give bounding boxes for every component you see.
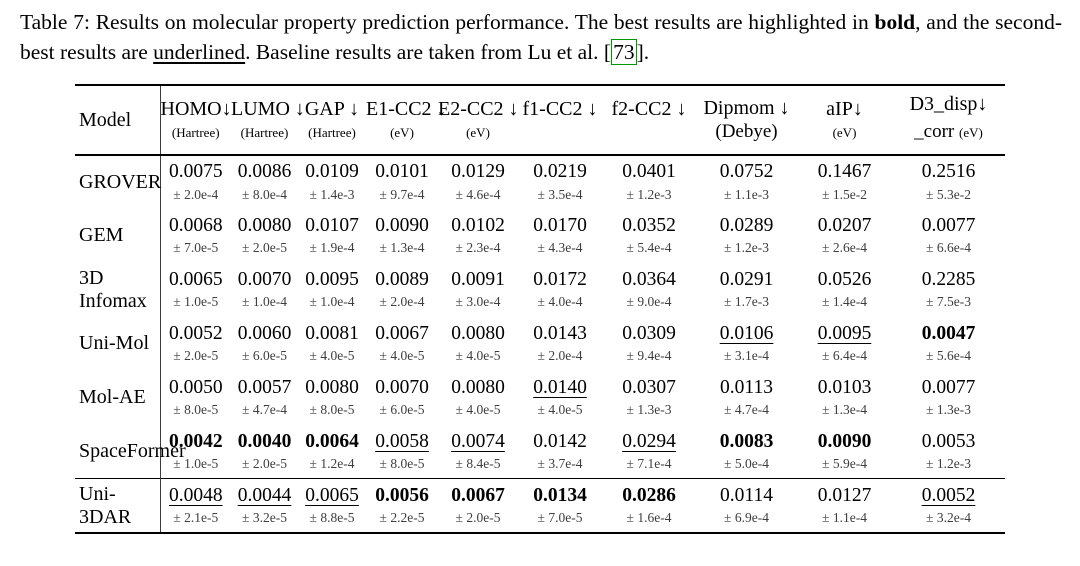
metric-std: ± 5.0e-4 [724,455,769,471]
caption-text-segment: , and the second-best results are [20,10,1062,64]
data-cell-aip [797,371,892,425]
data-cell-dipmom [696,425,797,479]
metric-std: ± 8.8e-5 [309,509,355,525]
column-unit [518,123,602,150]
data-cell-e1-cc2 [366,209,438,263]
metric-std: ± 2.1e-5 [173,509,219,525]
metric-value: 0.0044 [237,484,292,506]
data-cell-d3-disp-corr [892,425,1005,479]
metric-value: 0.0052 [921,484,976,506]
metric-value: 0.0095 [817,322,872,344]
metric-std: ± 1.7e-3 [724,294,769,310]
column-header-model: Model [79,108,132,131]
metric-std: ± 4.7e-4 [242,402,287,418]
metric-std: ± 4.0e-5 [537,402,583,418]
column-header-gap [298,85,366,155]
data-cell-e2-cc2 [438,263,518,317]
data-cell-e2-cc2 [438,155,518,209]
data-cell-homo [160,155,231,209]
metric-std: ± 1.3e-4 [822,402,867,418]
metric-value: 0.0364 [622,268,676,290]
data-cell-gap [298,209,366,263]
column-label: Dipmom ↓ [703,97,790,120]
metric-std: ± 2.2e-5 [379,509,425,525]
column-unit [602,123,696,150]
data-cell-homo [160,263,231,317]
metric-value: 0.0058 [375,430,429,452]
metric-value: 0.0140 [533,376,587,398]
caption-text-segment: ]. [636,39,650,64]
model-name: GEM [79,224,124,247]
metric-std: ± 2.0e-4 [537,348,583,364]
data-cell-e2-cc2 [438,425,518,479]
data-cell-aip [797,155,892,209]
data-cell-gap [298,425,366,479]
data-cell-aip [797,479,892,533]
data-cell-gap [298,155,366,209]
column-header-e1-cc2 [366,85,447,155]
column-unit: (eV) [832,124,857,140]
metric-std: ± 2.0e-5 [455,509,501,525]
metric-std: ± 4.0e-5 [455,402,501,418]
data-cell-aip [797,209,892,263]
data-cell-f2-cc2 [602,425,696,479]
metric-std: ± 1.5e-2 [822,186,867,202]
column-unit: (Hartree) [171,124,220,140]
data-cell-gap [298,479,366,533]
column-unit: (Debye) [715,121,778,143]
metric-value: 0.0040 [237,430,292,452]
column-header-f2-cc2 [602,85,696,155]
metric-std: ± 8.0e-5 [379,455,425,471]
metric-value: 0.0080 [451,322,505,344]
data-cell-aip [797,425,892,479]
results-table [75,84,1005,534]
metric-std: ± 1.3e-3 [626,402,672,418]
data-cell-e2-cc2 [438,371,518,425]
citation-link[interactable]: 73 [613,39,635,64]
metric-std: ± 1.1e-4 [822,509,867,525]
metric-std: ± 1.2e-3 [724,240,769,256]
metric-value: 0.0172 [533,268,587,290]
metric-std: ± 1.2e-4 [309,455,355,471]
model-name: GROVER [79,170,162,193]
metric-value: 0.0067 [375,322,429,344]
data-cell-e2-cc2 [438,209,518,263]
metric-std: ± 8.4e-5 [455,455,501,471]
metric-std: ± 6.0e-5 [379,402,425,418]
metric-value: 0.0042 [168,430,223,452]
metric-value: 0.0143 [533,322,587,344]
metric-std: ± 1.6e-4 [626,509,672,525]
metric-value: 0.0307 [622,376,676,398]
metric-std: ± 7.5e-3 [926,294,971,310]
metric-value: 0.0065 [168,268,223,290]
metric-value: 0.0107 [305,214,359,236]
metric-value: 0.0074 [451,430,505,452]
metric-value: 0.0081 [305,322,359,344]
metric-value: 0.0142 [533,430,587,452]
table-caption [20,8,1062,67]
data-cell-f1-cc2 [518,317,602,371]
data-cell-d3-disp-corr [892,209,1005,263]
column-label: HOMO↓ [160,97,232,120]
metric-value: 0.0129 [451,161,505,183]
metric-std: ± 1.9e-4 [309,240,355,256]
metric-value: 0.0089 [375,268,429,290]
metric-std: ± 4.0e-4 [537,294,583,310]
caption-text-segment: underlined [153,39,246,64]
metric-value: 0.0048 [168,484,223,506]
data-cell-e2-cc2 [438,317,518,371]
metric-value: 0.0083 [719,430,774,452]
metric-std: ± 9.7e-4 [379,186,425,202]
metric-std: ± 4.0e-5 [309,348,355,364]
metric-value: 0.0170 [533,214,587,236]
data-cell-f2-cc2 [602,263,696,317]
table-row-3d-infomax [75,263,1005,317]
model-name: Mol-AE [79,386,146,409]
metric-value: 0.1467 [817,161,872,183]
data-cell-f2-cc2 [602,371,696,425]
data-cell-lumo [231,479,298,533]
metric-std: ± 3.2e-4 [926,509,971,525]
data-cell-f1-cc2 [518,425,602,479]
metric-std: ± 3.1e-4 [724,348,769,364]
data-cell-lumo [231,317,298,371]
column-label: LUMO ↓ [231,97,305,120]
metric-value: 0.0070 [237,268,292,290]
column-header-homo [160,85,231,155]
metric-value: 0.0050 [168,376,223,398]
data-cell-dipmom [696,371,797,425]
data-cell-dipmom [696,479,797,533]
metric-std: ± 2.0e-5 [242,240,287,256]
data-cell-dipmom [696,209,797,263]
table-row-grover [75,155,1005,209]
metric-std: ± 2.3e-4 [455,240,501,256]
metric-std: ± 4.0e-5 [379,348,425,364]
data-cell-dipmom [696,317,797,371]
metric-std: ± 2.0e-5 [173,348,219,364]
metric-std: ± 1.0e-4 [242,294,287,310]
data-cell-homo [160,425,231,479]
data-cell-gap [298,317,366,371]
data-cell-d3-disp-corr [892,263,1005,317]
metric-std: ± 2.0e-5 [242,455,287,471]
metric-std: ± 5.9e-4 [822,455,867,471]
document-page [0,8,1080,566]
metric-value: 0.0070 [375,376,429,398]
metric-std: ± 4.7e-4 [724,402,769,418]
metric-std: ± 3.0e-4 [455,294,501,310]
column-label: f1-CC2 ↓ [522,97,598,120]
metric-value: 0.0219 [533,161,587,183]
metric-value: 0.0065 [305,484,359,506]
data-cell-gap [298,371,366,425]
metric-std: ± 1.4e-3 [309,186,355,202]
data-cell-d3-disp-corr [892,479,1005,533]
metric-value: 0.2516 [921,161,976,183]
data-cell-lumo [231,209,298,263]
metric-std: ± 3.2e-5 [242,509,287,525]
metric-std: ± 3.7e-4 [537,455,583,471]
table-row-uni-mol [75,317,1005,371]
metric-std: ± 7.1e-4 [626,455,672,471]
metric-value: 0.0309 [622,322,676,344]
data-cell-homo [160,209,231,263]
metric-std: ± 1.3e-4 [379,240,425,256]
column-header-e2-cc2 [438,85,518,155]
column-unit: (eV) [466,124,490,140]
column-label: E2-CC2 ↓ [438,97,519,120]
metric-std: ± 2.6e-4 [822,240,867,256]
metric-std: ± 8.0e-5 [173,402,219,418]
data-cell-aip [797,263,892,317]
data-cell-d3-disp-corr [892,371,1005,425]
column-header-aip [797,85,892,155]
metric-value: 0.0113 [720,376,773,398]
caption-text-segment: Table 7: Results on molecular property prediction performance. The best results are highlighted in [20,10,875,34]
model-name: 3D Infomax [79,266,147,312]
data-cell-lumo [231,263,298,317]
metric-std: ± 1.4e-4 [822,294,867,310]
column-label: GAP ↓ [304,97,360,120]
model-name: Uni-3DAR [79,482,132,528]
data-cell-aip [797,317,892,371]
metric-std: ± 1.1e-3 [724,186,769,202]
metric-std: ± 6.0e-5 [242,348,287,364]
metric-value: 0.0091 [451,268,505,290]
metric-std: ± 2.0e-4 [173,186,219,202]
table-row-mol-ae [75,371,1005,425]
metric-std: ± 4.0e-5 [455,348,501,364]
column-unit: _corr (eV) [914,121,983,143]
column-header-d3-disp-corr [892,85,1005,155]
metric-value: 0.0077 [921,376,976,398]
metric-std: ± 2.0e-4 [379,294,425,310]
metric-std: ± 9.4e-4 [626,348,672,364]
data-cell-f2-cc2 [602,317,696,371]
model-name: Uni-Mol [79,332,149,355]
metric-value: 0.0060 [237,322,292,344]
data-cell-lumo [231,155,298,209]
metric-std: ± 9.0e-4 [626,294,672,310]
metric-std: ± 1.2e-3 [926,455,971,471]
data-cell-d3-disp-corr [892,155,1005,209]
metric-value: 0.0134 [533,484,587,506]
data-cell-f1-cc2 [518,209,602,263]
metric-value: 0.0526 [817,268,872,290]
data-cell-homo [160,479,231,533]
data-cell-e1-cc2 [366,425,438,479]
data-cell-f2-cc2 [602,155,696,209]
metric-value: 0.0075 [168,161,223,183]
table-row-uni-3dar [75,479,1005,533]
metric-std: ± 8.0e-4 [242,186,287,202]
metric-value: 0.0067 [451,484,505,506]
column-header-f1-cc2 [518,85,602,155]
data-cell-d3-disp-corr [892,317,1005,371]
metric-value: 0.2285 [921,268,976,290]
data-cell-f1-cc2 [518,155,602,209]
column-header-dipmom [696,85,797,155]
metric-std: ± 7.0e-5 [173,240,219,256]
column-header-lumo [231,85,305,155]
metric-value: 0.0095 [305,268,359,290]
metric-value: 0.0077 [921,214,976,236]
data-cell-dipmom [696,263,797,317]
column-unit: (eV) [390,124,414,140]
metric-std: ± 3.5e-4 [537,186,583,202]
caption-text-segment: bold [874,10,916,34]
metric-value: 0.0752 [719,161,774,183]
metric-value: 0.0109 [305,161,359,183]
column-unit: (Hartree) [240,124,289,140]
column-label: D3_disp↓ [909,93,988,116]
data-cell-f1-cc2 [518,263,602,317]
metric-std: ± 1.3e-3 [926,402,971,418]
column-label: f2-CC2 ↓ [611,97,687,120]
metric-std: ± 5.4e-4 [626,240,672,256]
metric-std: ± 6.9e-4 [724,509,769,525]
column-unit: (Hartree) [308,124,356,140]
metric-value: 0.0127 [817,484,872,506]
caption-text-segment: . Baseline results are taken from Lu et al. [ [245,39,612,64]
data-cell-e1-cc2 [366,479,438,533]
metric-std: ± 5.6e-4 [926,348,971,364]
metric-value: 0.0068 [168,214,223,236]
data-cell-e1-cc2 [366,371,438,425]
metric-value: 0.0090 [817,430,872,452]
data-cell-e1-cc2 [366,155,438,209]
metric-std: ± 1.0e-5 [173,455,219,471]
metric-value: 0.0080 [305,376,359,398]
metric-value: 0.0289 [719,214,774,236]
data-cell-f2-cc2 [602,479,696,533]
metric-value: 0.0103 [817,376,872,398]
data-cell-homo [160,371,231,425]
data-cell-lumo [231,425,298,479]
data-cell-f2-cc2 [602,209,696,263]
data-cell-f1-cc2 [518,479,602,533]
metric-std: ± 1.2e-3 [626,186,672,202]
data-cell-f1-cc2 [518,371,602,425]
metric-std: ± 4.6e-4 [455,186,501,202]
model-name: SpaceFormer [79,440,186,463]
metric-value: 0.0286 [622,484,676,506]
metric-value: 0.0090 [375,214,429,236]
data-cell-e1-cc2 [366,263,438,317]
metric-std: ± 7.0e-5 [537,509,583,525]
metric-std: ± 1.0e-5 [173,294,219,310]
data-cell-homo [160,317,231,371]
data-cell-lumo [231,371,298,425]
metric-value: 0.0080 [451,376,505,398]
metric-std: ± 5.3e-2 [926,186,971,202]
metric-std: ± 6.4e-4 [822,348,867,364]
metric-value: 0.0080 [237,214,292,236]
metric-value: 0.0056 [375,484,429,506]
metric-value: 0.0291 [719,268,774,290]
table-row-gem [75,209,1005,263]
metric-value: 0.0352 [622,214,676,236]
metric-std: ± 1.0e-4 [309,294,355,310]
column-label: E1-CC2 ↓ [366,97,447,120]
metric-value: 0.0047 [921,322,976,344]
data-cell-e1-cc2 [366,317,438,371]
column-label: aIP↓ [826,97,863,120]
metric-value: 0.0053 [921,430,976,452]
metric-value: 0.0086 [237,161,292,183]
metric-std: ± 6.6e-4 [926,240,971,256]
metric-std: ± 8.0e-5 [309,402,355,418]
metric-value: 0.0052 [168,322,223,344]
table-row-spaceformer [75,425,1005,479]
header-row [75,85,1005,155]
data-cell-gap [298,263,366,317]
data-cell-e2-cc2 [438,479,518,533]
metric-value: 0.0057 [237,376,292,398]
metric-value: 0.0102 [451,214,505,236]
metric-value: 0.0401 [622,161,676,183]
metric-value: 0.0114 [720,484,773,506]
data-cell-dipmom [696,155,797,209]
metric-value: 0.0106 [719,322,774,344]
metric-value: 0.0294 [622,430,676,452]
metric-value: 0.0207 [817,214,872,236]
metric-value: 0.0064 [305,430,359,452]
metric-std: ± 4.3e-4 [537,240,583,256]
metric-value: 0.0101 [375,161,429,183]
